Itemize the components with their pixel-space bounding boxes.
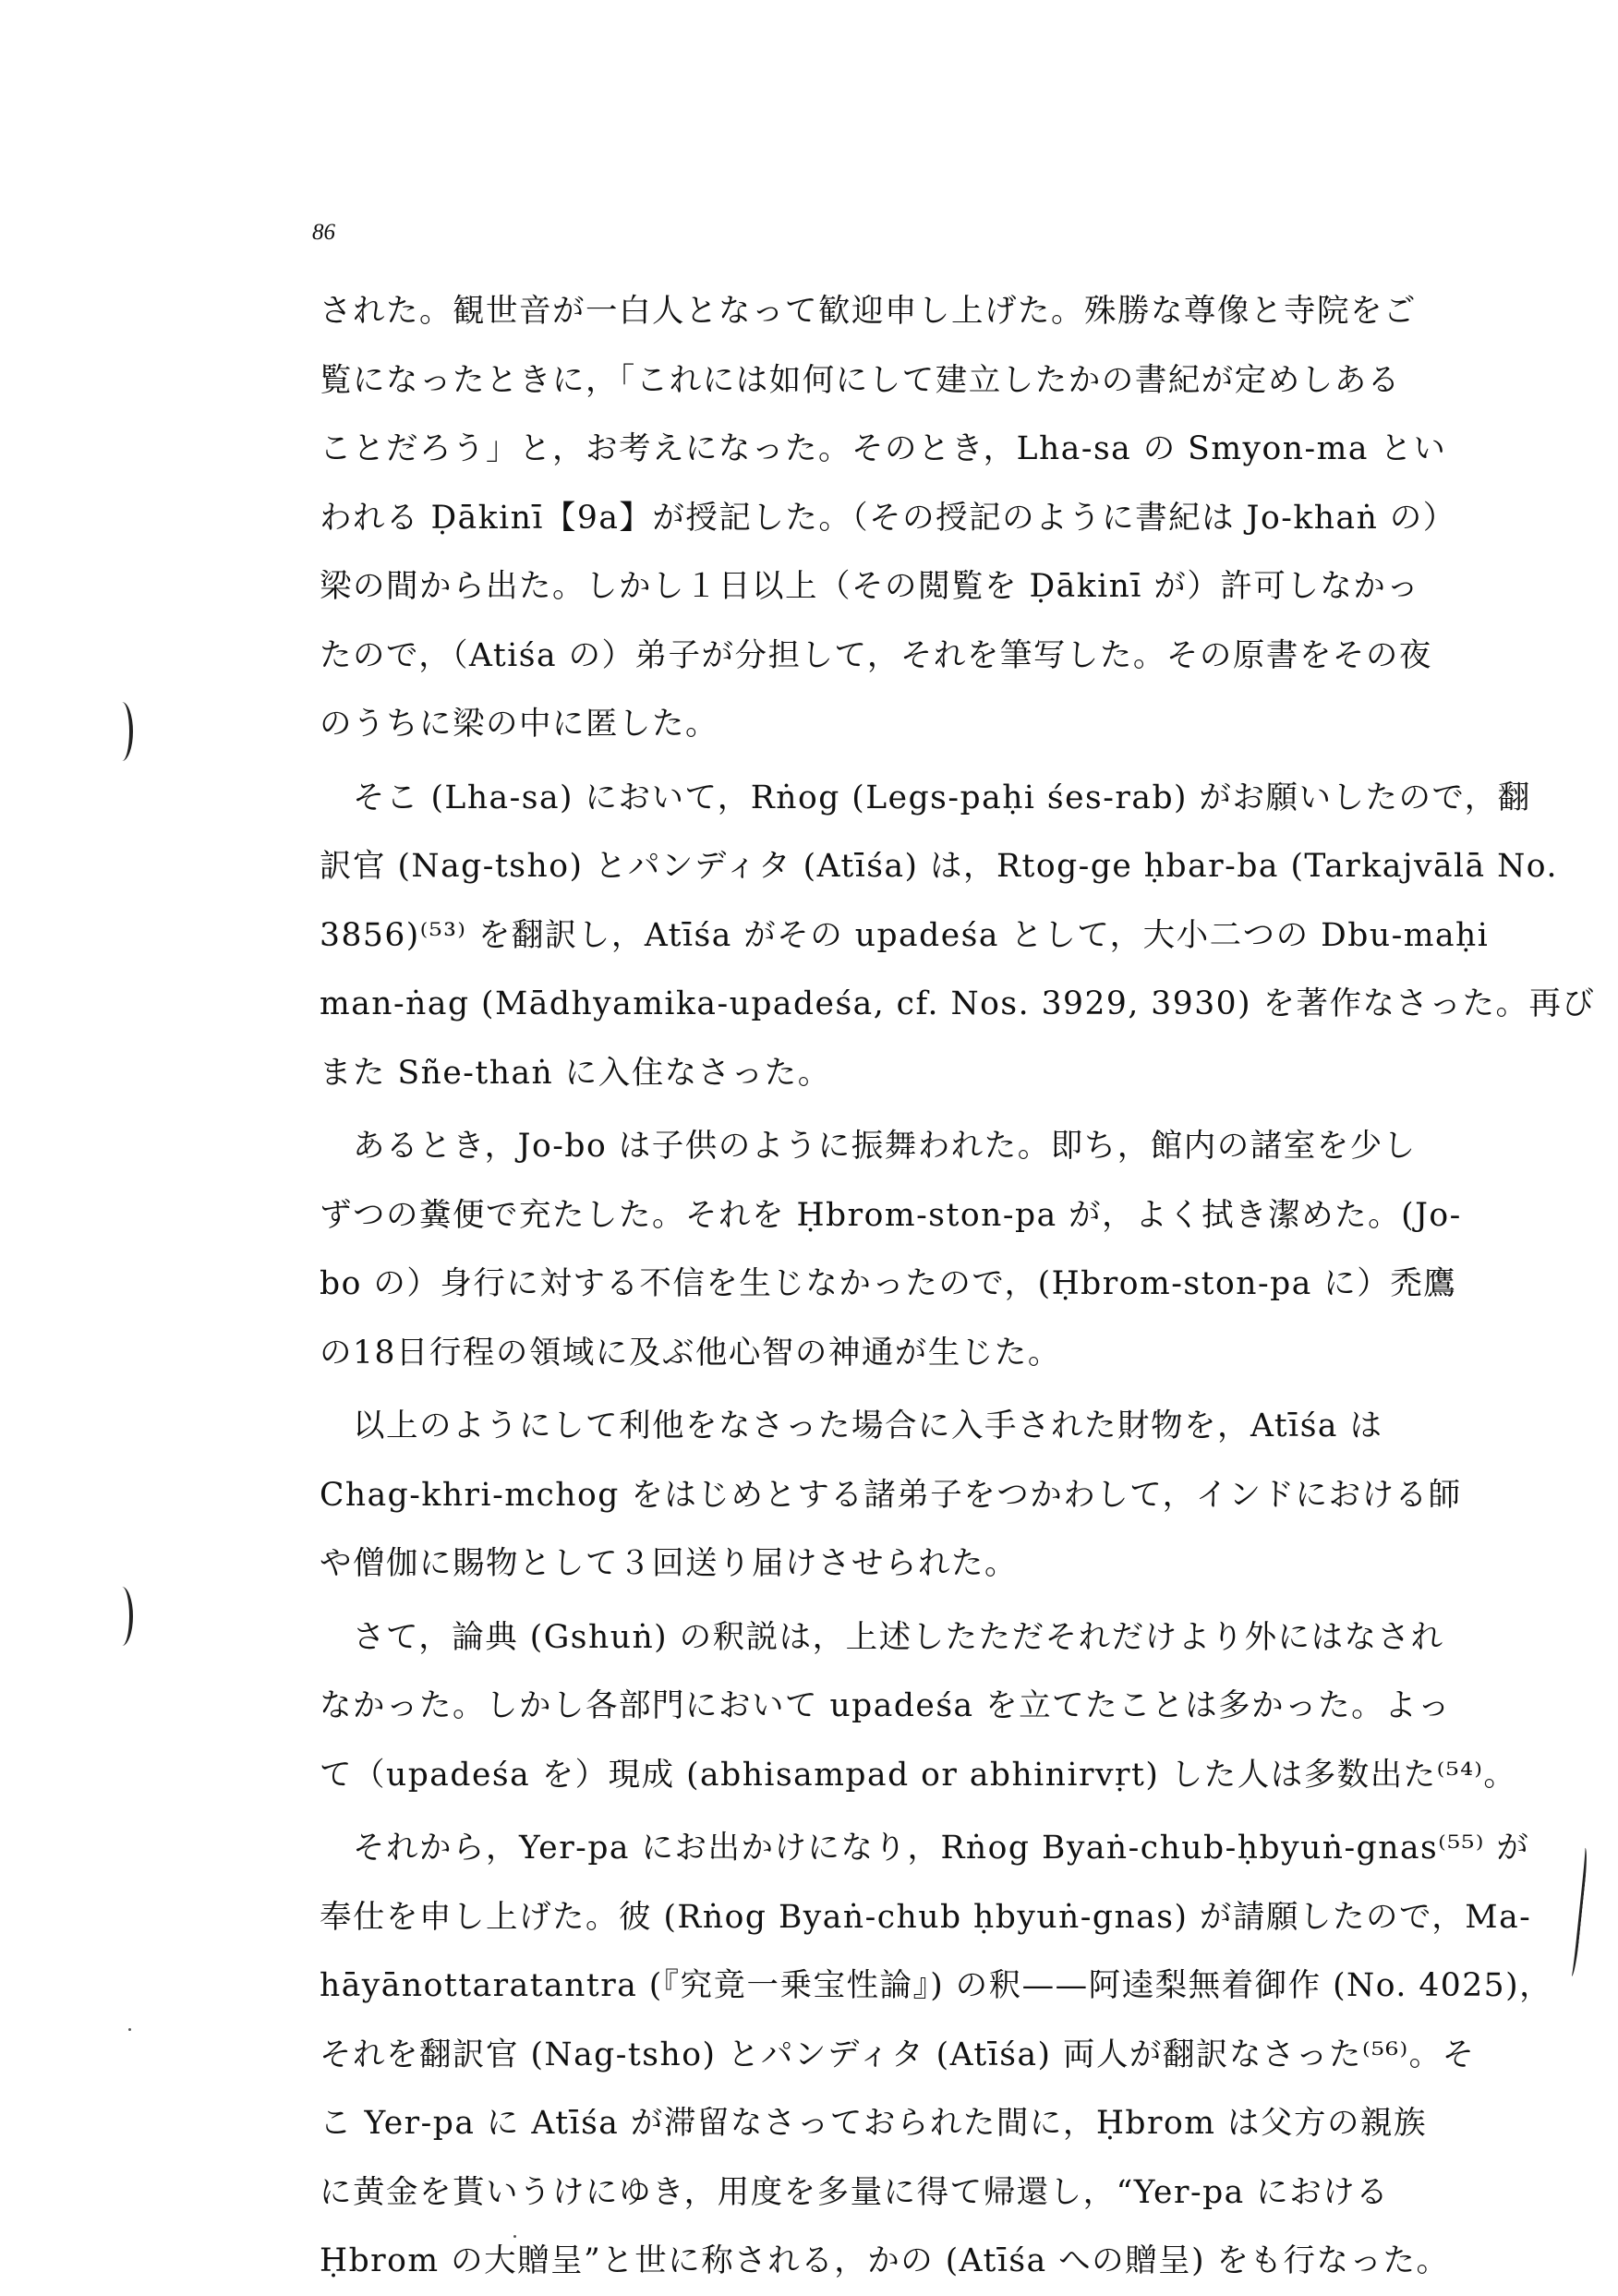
text-line: あるとき，Jo-bo は子供のように振舞われた。即ち，館内の諸室を少し — [353, 1128, 1417, 1165]
text-line: それを翻訳官 (Nag-tsho) とパンディタ (Atīśa) 両人が翻訳なさった⁽⁵⁶⁾。そ — [320, 2036, 1476, 2073]
text-line: Ḥbrom の大贈呈”と世に称される，かの (Atīśa への贈呈) をも行なった。 — [320, 2242, 1450, 2279]
text-line: 梁の間から出た。しかし１日以上（その閲覧を Ḍākinī が）許可しなかっ — [320, 568, 1420, 605]
text-line: われる Ḍākinī【9a】が授記した。（その授記のように書紀は Jo-khaṅ の） — [320, 499, 1456, 537]
text-line: て（upadeśa を）現成 (abhisampad or abhinirvṛt) した人は多数出た⁽⁵⁴⁾。 — [320, 1756, 1517, 1794]
page-number: 86 — [312, 220, 335, 245]
text-line: たので，（Atiśa の）弟子が分担して，それを筆写した。その原書をその夜 — [320, 636, 1432, 674]
scan-speck — [128, 2028, 131, 2031]
text-line: ことだろう」と，お考えになった。そのとき，Lha-sa の Smyon-ma とい — [320, 430, 1447, 467]
text-line: man-ṅag (Mādhyamika-upadeśa, cf. Nos. 3929, 3930) を著作なさった。再び — [320, 985, 1596, 1022]
text-line: 3856)⁽⁵³⁾ を翻訳し，Atīśa がその upadeśa として，大小二つの Dbu-maḥi — [320, 916, 1490, 954]
text-line: そこ (Lha-sa) において，Rṅog (Legs-paḥi śes-rab) がお願いしたので，翻 — [353, 779, 1531, 816]
text-line: 覧になったときに，「これには如何にして建立したかの書紀が定めしある — [320, 361, 1401, 399]
text-line: ずつの糞便で充たした。それを Ḥbrom-ston-pa が，よく拭き潔めた。(Jo- — [320, 1196, 1462, 1234]
text-line: それから，Yer-pa にお出かけになり，Rṅog Byaṅ-chub-ḥbyuṅ-gnas⁽⁵⁵⁾ が — [353, 1830, 1530, 1867]
text-line: 奉仕を申し上げた。彼 (Rṅog Byaṅ-chub ḥbyuṅ-gnas) が請願したので，Ma- — [320, 1898, 1532, 1936]
text-line: のうちに梁の中に匿した。 — [320, 706, 718, 743]
text-line: や僧伽に賜物として３回送り届けさせられた。 — [320, 1545, 1018, 1582]
text-line: Chag-khri-mchog をはじめとする諸弟子をつかわして，インドにおける師 — [320, 1476, 1462, 1514]
text-line: 訳官 (Nag-tsho) とパンディタ (Atīśa) は，Rtog-ge ḥbar-ba (Tarkajvālā No. — [320, 848, 1558, 885]
margin-mark — [111, 702, 133, 761]
text-line: hāyānottaratantra (『究竟一乗宝性論』) の釈——阿逵梨無着御作 (No. 4025)， — [320, 1967, 1553, 2004]
text-line: 以上のようにして利他をなさった場合に入手された財物を，Atīśa は — [353, 1408, 1383, 1444]
text-line: の18日行程の領域に及ぶ他心智の神通が生じた。 — [320, 1334, 1061, 1372]
text-line: bo の）身行に対する不信を生じなかったので，(Ḥbrom-ston-pa に）禿鷹 — [320, 1265, 1457, 1302]
margin-mark — [1564, 1847, 1589, 1977]
margin-mark — [111, 1587, 133, 1646]
text-line: なかった。しかし各部門において upadeśa を立てたことは多かった。よっ — [320, 1687, 1452, 1724]
text-line: また Sñe-thaṅ に入住なさった。 — [320, 1054, 831, 1092]
text-line: された。観世音が一白人となって歓迎申し上げた。殊勝な尊像と寺院をご — [320, 293, 1417, 330]
text-line: こ Yer-pa に Atīśa が滞留なさっておられた間に，Ḥbrom は父方の親族 — [320, 2105, 1427, 2142]
text-line: に黄金を貰いうけにゆき，用度を多量に得て帰還し，“Yer-pa における — [320, 2173, 1390, 2211]
body-text — [320, 277, 1596, 2296]
scan-speck — [513, 2235, 516, 2238]
text-line: さて，論典 (Gshuṅ) の釈説は，上述したただそれだけより外にはなされ — [353, 1618, 1444, 1656]
